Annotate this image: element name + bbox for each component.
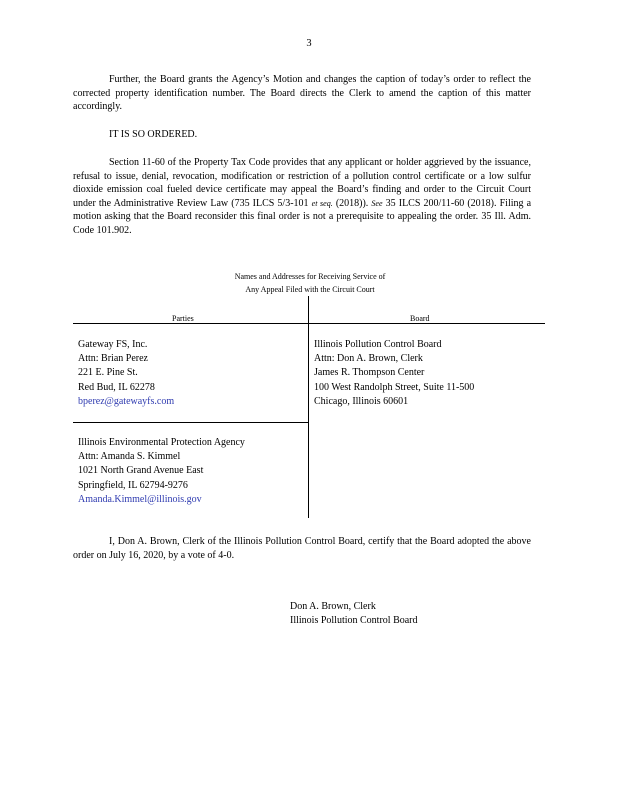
appeal-text-1: Section 11-60 of the Property Tax Code provides that any applicant or holder aggrieved by the issuance, refusal to issue, denial, revocation, modification or restriction of a pollution control certificate or a low sulfur dioxide emission coal fueled device certificate may appeal the Board’s finding and order to the Circuit Court under the Administrative Review Law (735 ILCS 5/3-101 [73,157,531,209]
party-city: Springfield, IL 62794-9276 [78,479,188,491]
appeal-see: See [371,198,383,208]
certification-text: I, Don A. Brown, Clerk of the Illinois Pollution Control Board, certify that the Board adopted the above order on July 16, 2020, by a vote of 4-0. [73,536,531,561]
party-name: Illinois Environmental Protection Agency [78,437,245,448]
party-street: 1021 North Grand Avenue East [78,465,204,477]
signature-name: Don A. Brown, Clerk [290,601,376,612]
appeal-text-2: (2018)). [335,197,369,209]
appeal-text-3: 35 ILCS 200/11-60 (2018). Filing a motion asking that the Board reconsider this final order is not a prerequisite to appealing the order. 35 Ill. Adm. Code 101.902. [73,197,532,236]
column-header-parties: Parties [172,314,194,323]
party-city: Red Bud, IL 62278 [78,381,155,393]
party-email-link[interactable]: bperez@gatewayfs.com [78,395,175,407]
service-table-title [150,270,470,296]
party-address-gateway [78,338,174,409]
page-number: 3 [306,38,312,49]
caption-paragraph [73,73,531,114]
party-name: Gateway FS, Inc. [78,339,148,350]
certification-paragraph [73,535,531,562]
signature-org: Illinois Pollution Control Board [290,615,418,626]
party-address-iepa [78,436,245,507]
ordered-text: IT IS SO ORDERED. [109,129,198,140]
table-header-divider [73,323,545,324]
column-header-board: Board [410,314,430,323]
board-building: James R. Thompson Center [314,367,425,379]
appeal-paragraph [73,156,531,238]
board-name: Illinois Pollution Control Board [314,339,442,350]
service-table-title-line1: Names and Addresses for Receiving Service of [234,272,386,281]
caption-text: Further, the Board grants the Agency’s Motion and changes the caption of today’s order to reflect the corrected property identification number. The Board directs the Clerk to amend the caption of this matter accordingly. [73,74,531,113]
party-attn: Attn: Brian Perez [78,353,148,365]
appeal-et-seq: et seq. [311,198,333,208]
party-email-link[interactable]: Amanda.Kimmel@illinois.gov [78,493,202,505]
board-street: 100 West Randolph Street, Suite 11-500 [314,381,475,393]
service-table-title-line2: Any Appeal Filed with the Circuit Court [245,285,375,294]
party-attn: Attn: Amanda S. Kimmel [78,451,181,463]
board-address [314,338,474,409]
table-column-divider [308,296,309,518]
board-city: Chicago, Illinois 60601 [314,395,409,407]
ordered-paragraph [73,128,531,142]
signature-block [290,600,418,628]
party-street: 221 E. Pine St. [78,367,138,379]
parties-row-divider [73,422,309,423]
board-attn: Attn: Don A. Brown, Clerk [314,353,423,365]
